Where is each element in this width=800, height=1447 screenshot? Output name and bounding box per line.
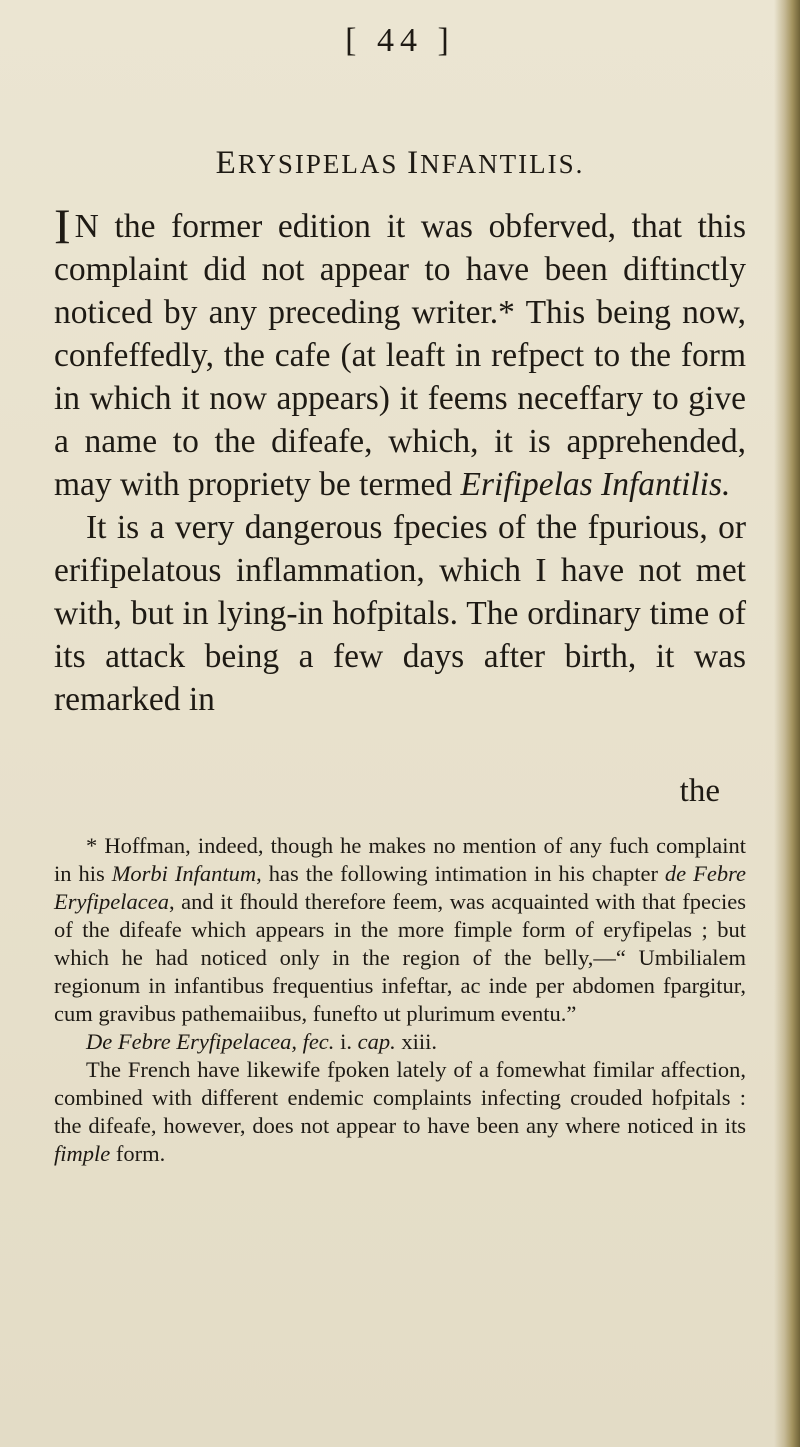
catchword: the: [679, 773, 720, 809]
drop-cap: I: [54, 198, 71, 254]
citation-roman-1: i.: [334, 1029, 358, 1054]
footnote-text-1: * Hoffman, indeed, though he makes no mention of any fuch complaint in his: [54, 833, 746, 886]
paragraph-1: [54, 198, 746, 506]
paragraph-1-italic: Erifipelas Infantilis.: [460, 466, 731, 503]
footnote-paragraph-2: [54, 1056, 746, 1168]
footnote-text-5: form.: [110, 1141, 166, 1166]
footnote-citation: [54, 1028, 746, 1056]
citation-roman-2: xiii.: [395, 1029, 437, 1054]
footnote: [54, 832, 746, 1168]
title-initial-2: I: [407, 145, 421, 181]
footnote-italic-1: Morbi Infantum: [111, 861, 257, 886]
footnote-italic-3: fimple: [54, 1141, 111, 1166]
page-edge-shadow: [774, 0, 800, 1447]
footnote-text-3: , and it fhould therefore feem, was acquainted with that fpecies of the difeafe which appears in the more fimple form of eryfipelas ; but which he had noticed only in the region of the belly,—“ Umbilialem regionum in infantibus frequentius infeftar, ac inde per abdomen fpargitur, cum gravibus pathemaiibus, funefto ut plurimum eventu.”: [54, 889, 746, 1026]
citation-italic-2: cap.: [357, 1029, 396, 1054]
paragraph-1-text: N the former edition it was obferved, that this complaint did not appear to have been diftinctly noticed by any preceding writer.* This being now, confeffedly, the cafe (at leaft in refpect to the form in which it now appears) it feems neceffary to give a name to the difeafe, which, it is apprehended, may with propriety be termed: [54, 208, 746, 503]
chapter-title: [0, 145, 800, 182]
title-initial-1: E: [215, 145, 238, 181]
footnote-text-4: The French have likewife fpoken lately of a fomewhat fimilar affection, combined with different endemic complaints infecting crouded hofpitals : the difeafe, however, does not appear to have been any where noticed in its: [54, 1057, 746, 1138]
title-rest-2: NFANTILIS.: [420, 149, 585, 179]
main-text: [54, 198, 746, 721]
paragraph-2: It is a very dangerous fpecies of the fpurious, or erifipelatous inflammation, which I have not met with, but in lying-in hofpitals. The ordinary time of its attack being a few days after birth, it was remarked in: [54, 509, 746, 718]
page-number: [ 44 ]: [345, 22, 455, 59]
footnote-text-2: , has the following intimation in his chapter: [256, 861, 665, 886]
title-rest-1: RYSIPELAS: [237, 149, 408, 179]
footnote-paragraph-1: [54, 832, 746, 1028]
citation-italic-1: De Febre Eryfipelacea, fec.: [86, 1029, 335, 1054]
footnote-italic-2: de Febre Eryfipelacea: [54, 861, 747, 914]
